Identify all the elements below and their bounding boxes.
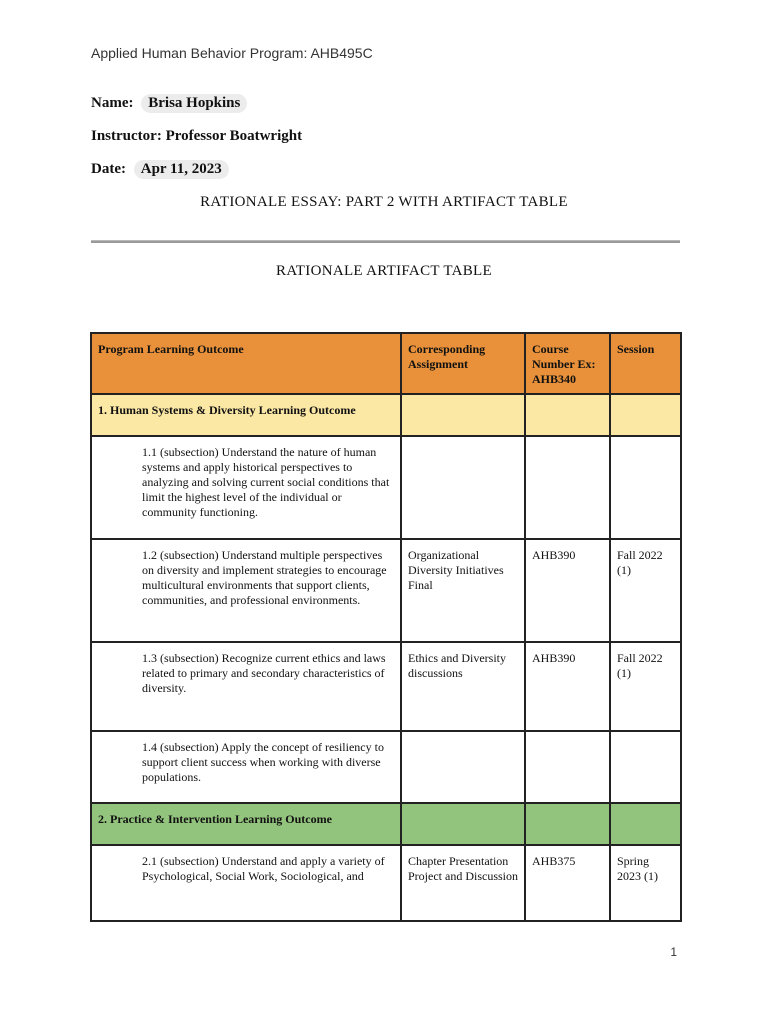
date-field: [91, 160, 229, 179]
session-cell: Fall 2022 (1): [610, 539, 681, 642]
group-title: 2. Practice & Intervention Learning Outcome: [91, 803, 401, 845]
instructor-label: Instructor:: [91, 128, 162, 144]
assignment-cell: [401, 436, 525, 539]
session-cell: [610, 436, 681, 539]
header-session: Session: [610, 333, 681, 394]
session-cell: Spring 2023 (1): [610, 845, 681, 921]
table-header-row: [91, 333, 681, 394]
date-label: Date:: [91, 161, 126, 177]
table-row: [91, 436, 681, 539]
assignment-cell: Ethics and Diversity discussions: [401, 642, 525, 731]
assignment-cell: Organizational Diversity Initiatives Final: [401, 539, 525, 642]
course-cell: AHB375: [525, 845, 610, 921]
group-row: [91, 803, 681, 845]
table-row: [91, 539, 681, 642]
header-course: Course Number Ex: AHB340: [525, 333, 610, 394]
assignment-cell: Chapter Presentation Project and Discussion: [401, 845, 525, 921]
outcome-cell: 1.4 (subsection) Apply the concept of resiliency to support client success when working with diverse populations.: [91, 731, 401, 803]
course-cell: [525, 436, 610, 539]
header-outcome: Program Learning Outcome: [91, 333, 401, 394]
assignment-cell: [401, 731, 525, 803]
group-row: [91, 394, 681, 436]
header-assignment: Corresponding Assignment: [401, 333, 525, 394]
outcome-cell: 1.1 (subsection) Understand the nature of human systems and apply historical perspectives to analyzing and solving current social conditions that limit the highest level of the individual or community functioning.: [91, 436, 401, 539]
program-header: Applied Human Behavior Program: AHB495C: [91, 45, 373, 61]
table-row: [91, 845, 681, 921]
page-number: 1: [670, 945, 677, 959]
instructor-field: [91, 128, 302, 145]
document-title: RATIONALE ESSAY: PART 2 WITH ARTIFACT TABLE: [200, 194, 568, 210]
horizontal-divider: [91, 240, 680, 243]
course-cell: [525, 731, 610, 803]
outcome-cell: 2.1 (subsection) Understand and apply a variety of Psychological, Social Work, Sociological, and: [91, 845, 401, 921]
table-title: RATIONALE ARTIFACT TABLE: [276, 263, 492, 279]
group-title: 1. Human Systems & Diversity Learning Outcome: [91, 394, 401, 436]
table-row: [91, 731, 681, 803]
name-value: Brisa Hopkins: [141, 94, 247, 113]
session-cell: Fall 2022 (1): [610, 642, 681, 731]
date-value: Apr 11, 2023: [134, 160, 229, 179]
course-cell: AHB390: [525, 539, 610, 642]
session-cell: [610, 731, 681, 803]
artifact-table: [90, 332, 682, 922]
outcome-cell: 1.2 (subsection) Understand multiple perspectives on diversity and implement strategies to encourage multicultural environments that support clients, communities, and professional environments.: [91, 539, 401, 642]
course-cell: AHB390: [525, 642, 610, 731]
outcome-cell: 1.3 (subsection) Recognize current ethics and laws related to primary and secondary characteristics of diversity.: [91, 642, 401, 731]
table-row: [91, 642, 681, 731]
name-label: Name:: [91, 95, 134, 111]
instructor-value: Professor Boatwright: [165, 128, 303, 144]
name-field: [91, 94, 247, 113]
